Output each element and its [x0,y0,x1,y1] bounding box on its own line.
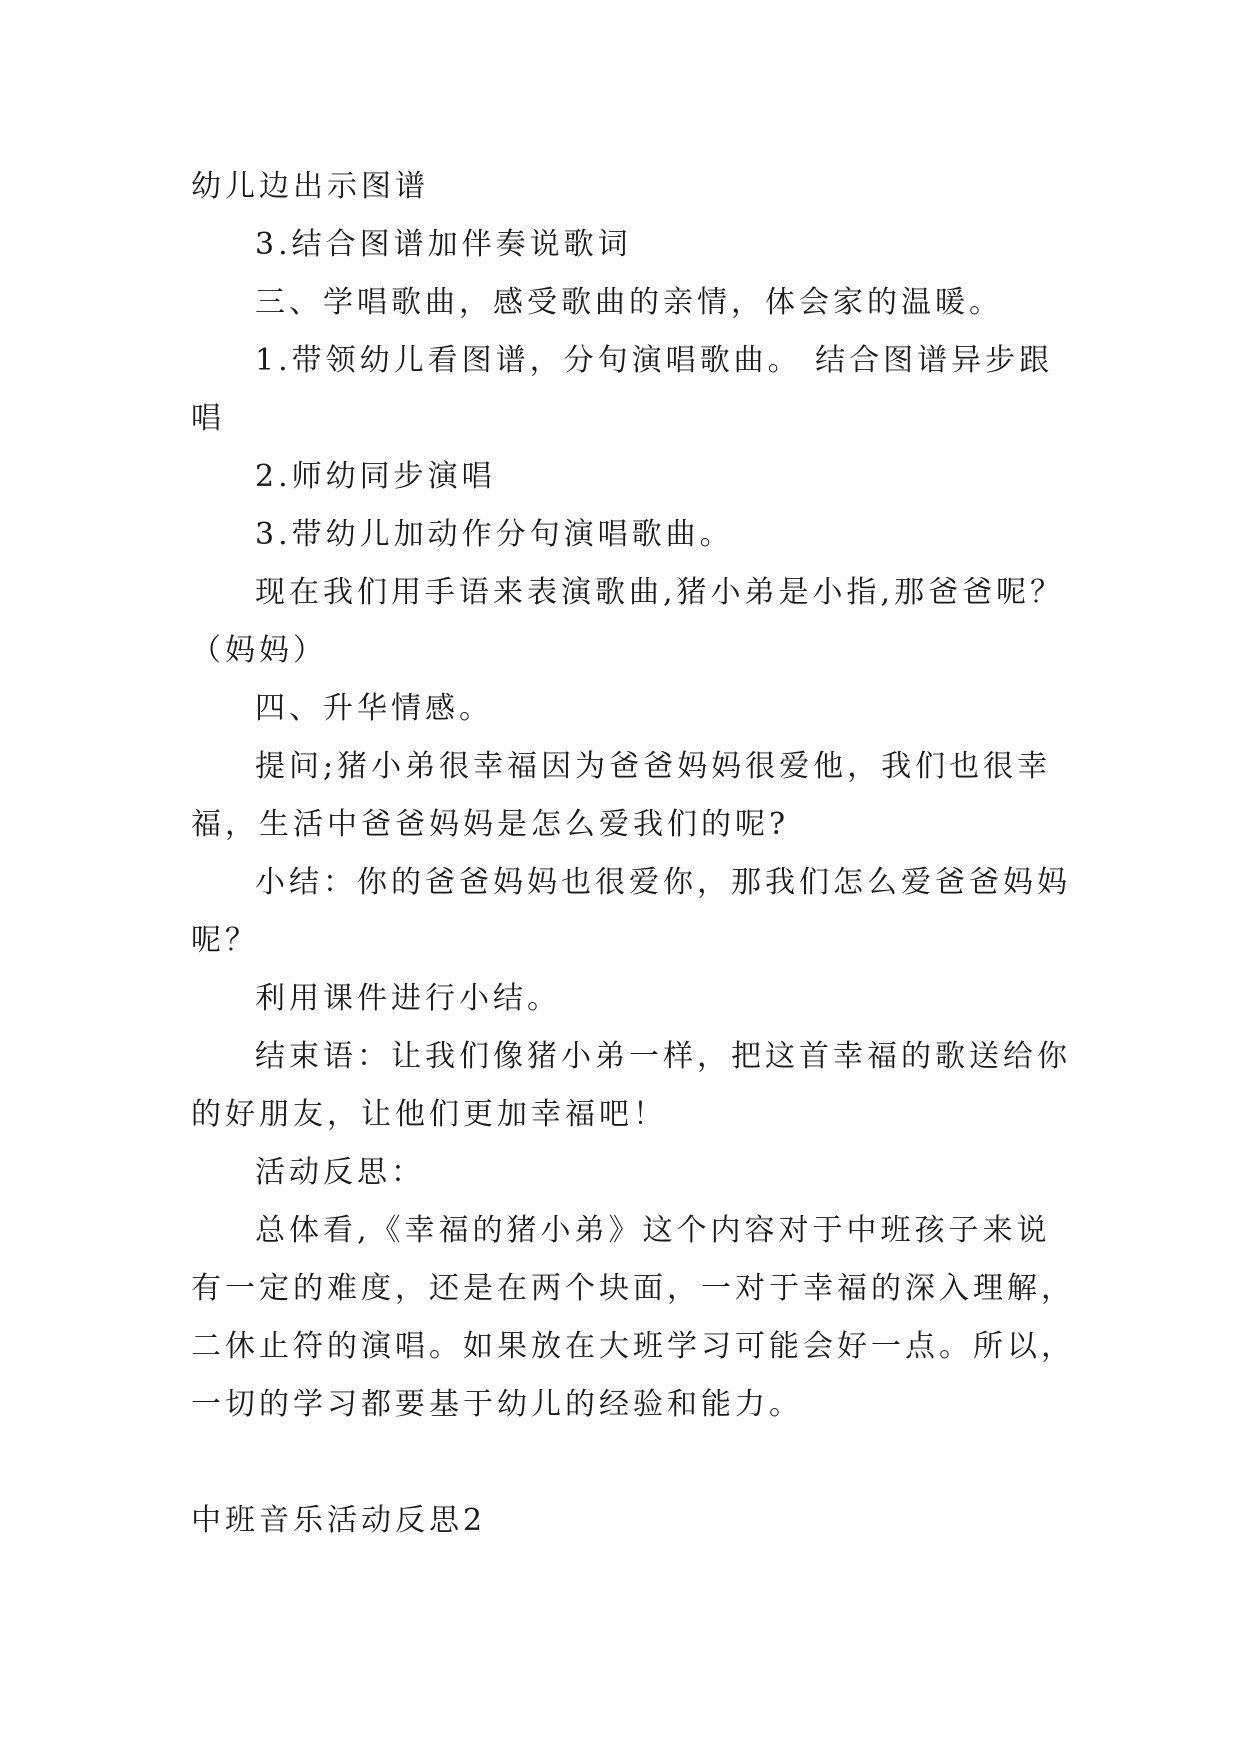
text-line-15: 利用课件进行小结。 [255,981,561,1016]
text-line-9: （妈妈） [191,633,327,668]
text-line-14: 呢？ [191,923,259,958]
text-line-6: 2.师幼同步演唱 [255,459,496,494]
text-line-20: 有一定的难度，还是在两个块面，一对于幸福的深入理解， [191,1271,1075,1306]
text-line-21: 二休止符的演唱。如果放在大班学习可能会好一点。所以， [191,1329,1075,1364]
section-heading: 中班音乐活动反思2 [191,1503,487,1538]
text-line-17: 的好朋友，让他们更加幸福吧！ [191,1097,667,1132]
document-body [191,158,1075,1550]
text-line-22: 一切的学习都要基于幼儿的经验和能力。 [191,1387,803,1422]
text-line-18: 活动反思： [255,1155,425,1190]
text-line-8: 现在我们用手语来表演歌曲,猪小弟是小指,那爸爸呢？ [255,575,1065,610]
text-line-4: 1.带领幼儿看图谱，分句演唱歌曲。 结合图谱异步跟 [255,343,1054,378]
text-line-19: 总体看,《幸福的猪小弟》这个内容对于中班孩子来说 [255,1213,1051,1248]
text-line-16: 结束语：让我们像猪小弟一样，把这首幸福的歌送给你 [255,1039,1071,1074]
text-line-10: 四、升华情感。 [255,691,493,726]
text-line-5: 唱 [191,401,225,436]
paragraph-gap [191,1434,1051,1492]
text-line-11: 提问;猪小弟很幸福因为爸爸妈妈很爱他，我们也很幸 [255,749,1052,784]
text-line-1: 幼儿边出示图谱 [191,169,429,204]
text-line-2: 3.结合图谱加伴奏说歌词 [255,227,632,262]
text-line-7: 3.带幼儿加动作分句演唱歌曲。 [255,517,734,552]
text-line-12: 福，生活中爸爸妈妈是怎么爱我们的呢? [191,807,790,842]
text-line-3: 三、学唱歌曲，感受歌曲的亲情，体会家的温暖。 [255,285,1003,320]
text-line-13: 小结：你的爸爸妈妈也很爱你，那我们怎么爱爸爸妈妈 [255,865,1071,900]
